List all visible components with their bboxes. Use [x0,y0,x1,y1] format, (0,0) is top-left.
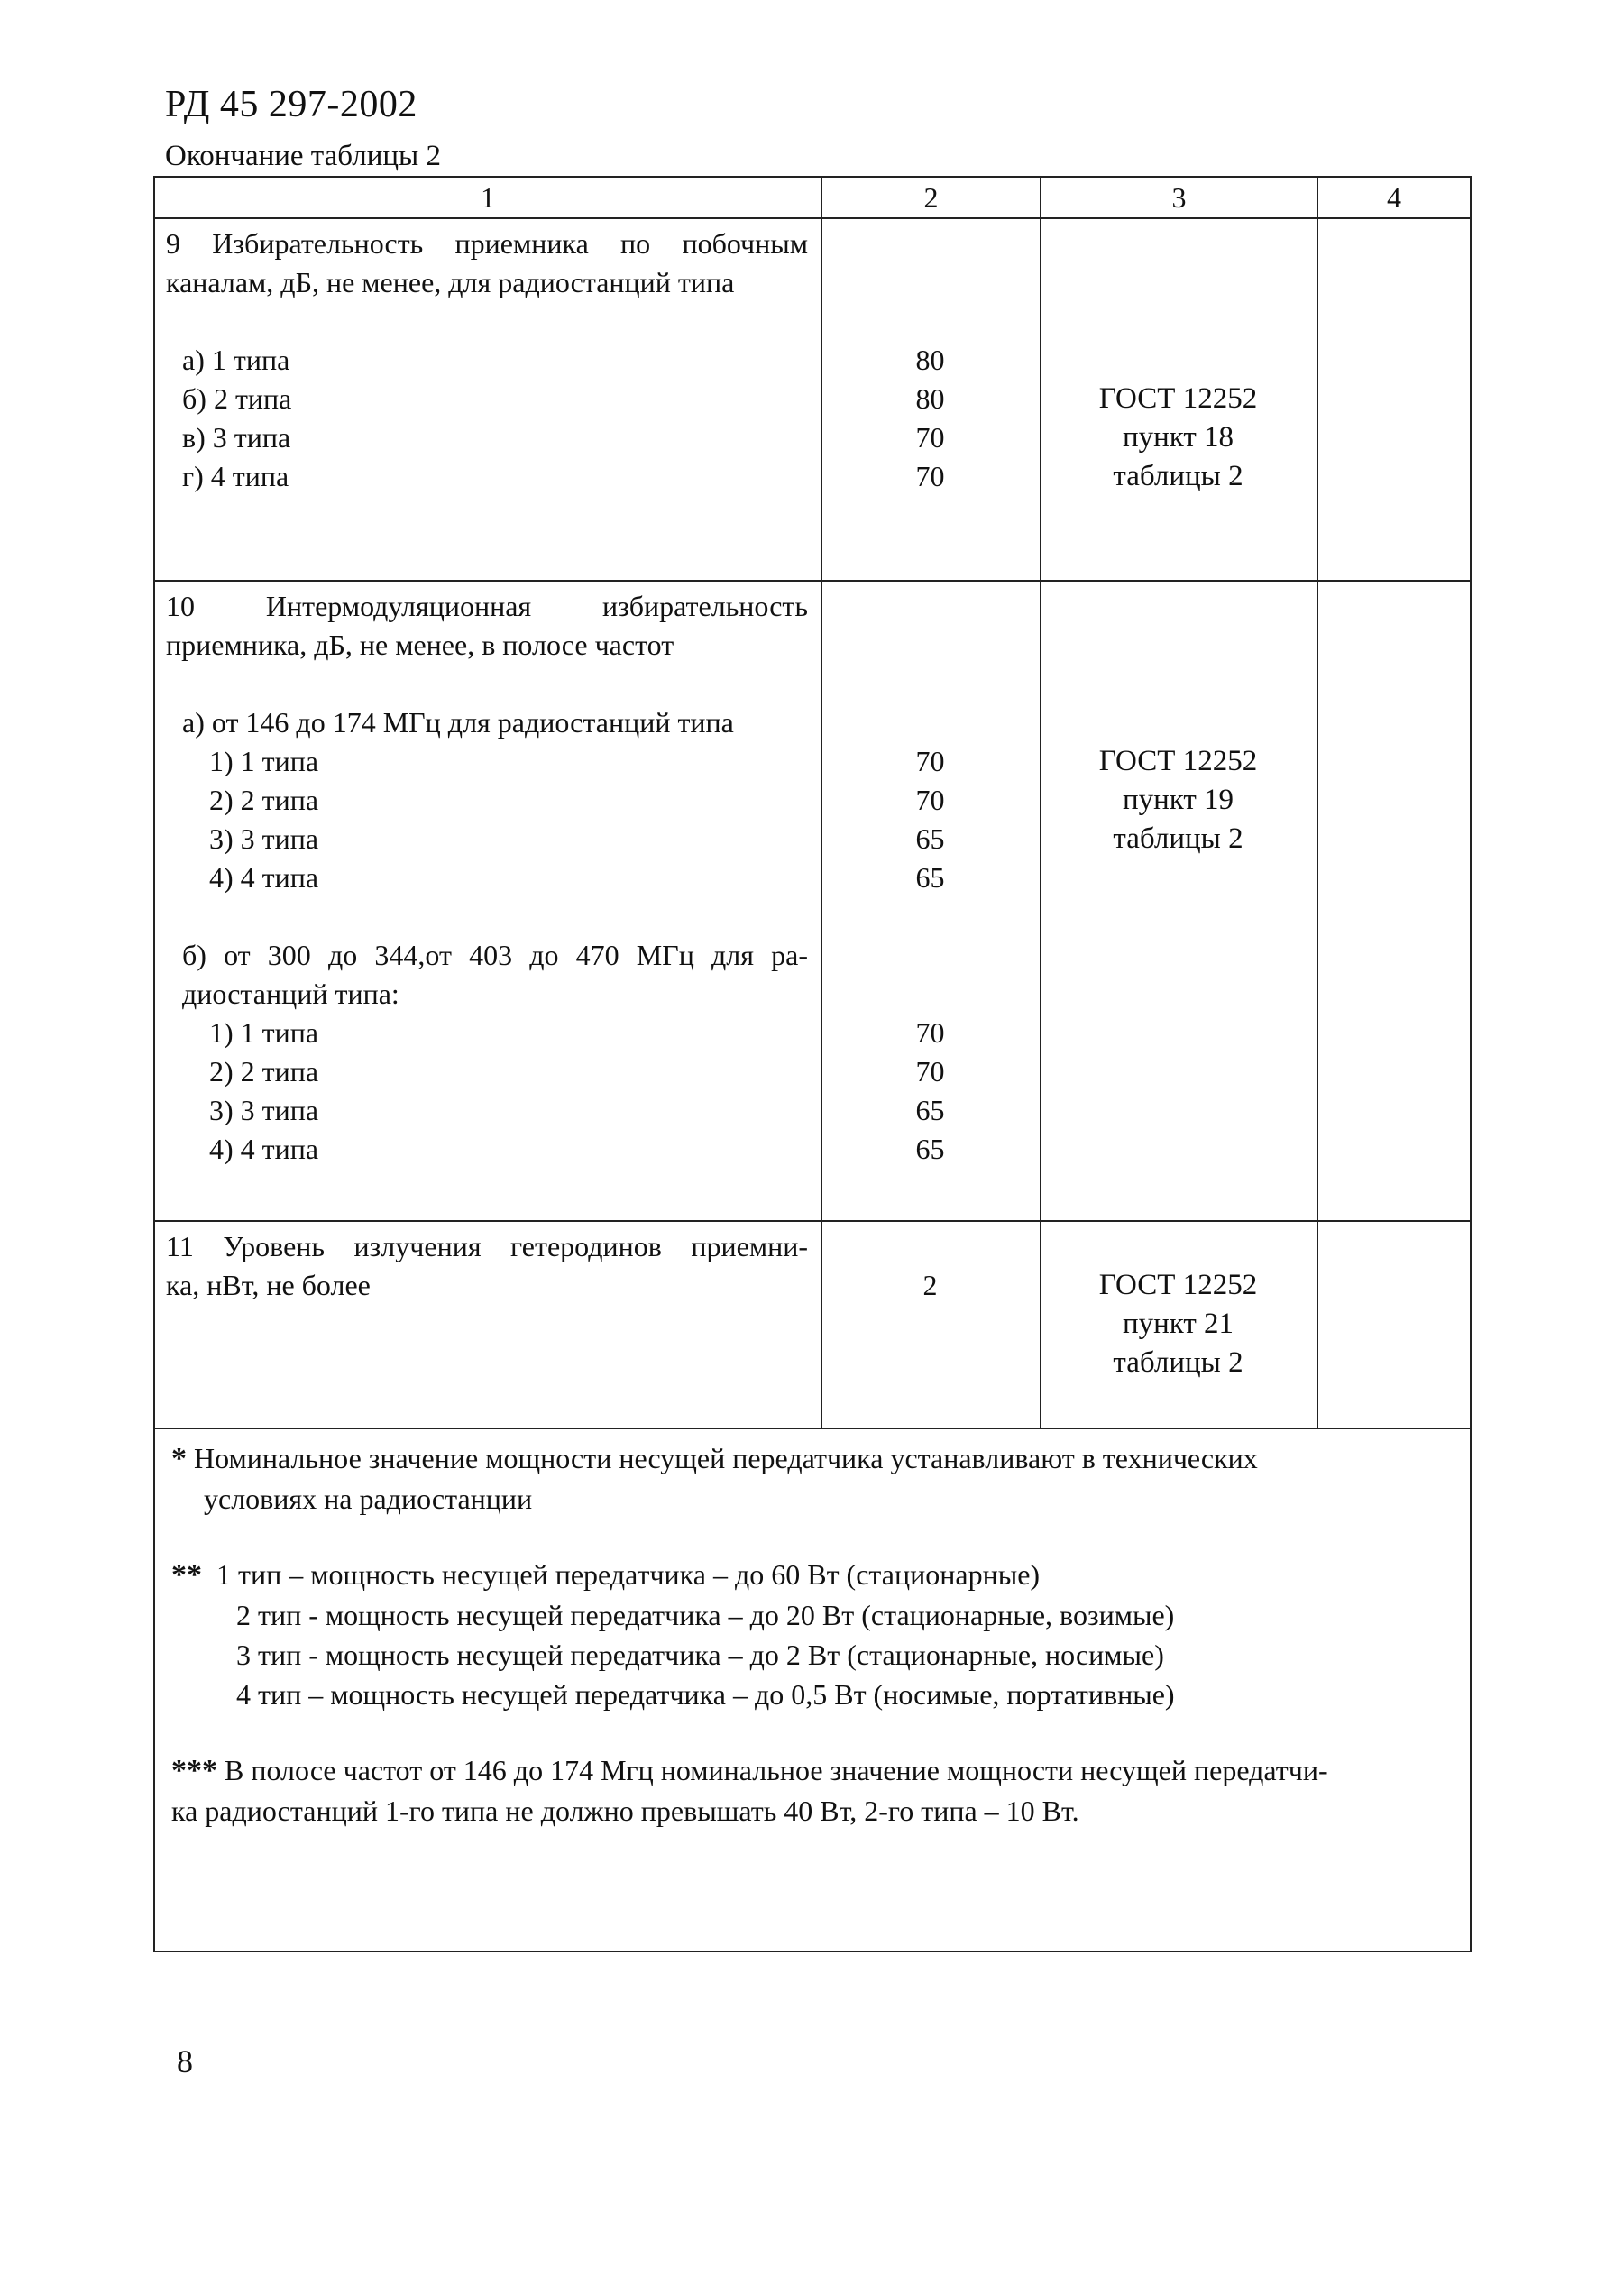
row11-ref-line: ГОСТ 12252 [1098,1269,1258,1301]
note-1-line1: Номинальное значение мощности несущей передатчика устанавливают в технических [194,1442,1258,1474]
note-3 [171,1750,1454,1831]
row11-ref-line: пункт 21 [1122,1308,1234,1340]
row9-col4 [1317,218,1471,581]
row9-item: б) 2 типа [182,382,292,415]
note-3-mark: *** [171,1754,217,1787]
row9-title-line2: каналам, дБ, не менее, для радиостанций типа [166,266,735,298]
table-row-10 [154,581,1471,1221]
row10-item-a: 3) 3 типа [209,822,319,855]
row10-value-b: 65 [915,1094,945,1126]
row10-item-b: 2) 2 типа [209,1055,319,1088]
row10-title-line2: приемника, дБ, не менее, в полосе частот [166,629,674,661]
row9-item: г) 4 типа [182,460,289,492]
row10-values [821,581,1041,1221]
row9-description [154,218,821,581]
row10-value-a: 70 [915,784,945,816]
row11-title-line2: ка, нВт, не более [166,1269,371,1301]
row10-item-b: 4) 4 типа [209,1133,319,1165]
row10-sub-b-line1: б) от 300 до 344,от 403 до 470 МГц для ра- [182,939,808,971]
row10-value-a: 65 [915,822,945,855]
notes-cell [154,1428,1471,1951]
col-header-3: 3 [1041,177,1317,218]
row10-item-b: 3) 3 типа [209,1094,319,1126]
notes-row [154,1428,1471,1951]
table-row-11 [154,1221,1471,1428]
row11-title-line1: 11 Уровень излучения гетеродинов приемни- [166,1230,808,1262]
note-2-mark: ** [171,1558,202,1592]
document-code: РД 45 297-2002 [165,84,417,125]
note-2-line: 3 тип - мощность несущей передатчика – до 2 Вт (стационарные, носимые) [236,1639,1164,1671]
row11-value: 2 [922,1269,938,1301]
row9-ref-line: пункт 18 [1122,421,1234,454]
row10-item-b: 1) 1 типа [209,1016,319,1049]
row9-item: а) 1 типа [182,344,290,376]
row9-reference [1041,218,1317,581]
note-3-line2: ка радиостанций 1-го типа не должно превышать 40 Вт, 2-го типа – 10 Вт. [171,1795,1079,1827]
row9-ref-line: таблицы 2 [1113,460,1243,492]
row11-description [154,1221,821,1428]
row10-item-a: 2) 2 типа [209,784,319,816]
row10-ref-line: таблицы 2 [1113,822,1243,855]
row10-value-a: 70 [915,745,945,777]
table-header-row [154,177,1471,218]
note-1-mark: * [171,1442,187,1475]
spec-table [153,176,1472,1952]
row10-ref-line: пункт 19 [1122,784,1234,816]
row10-sub-a: а) от 146 до 174 МГц для радиостанций типа [182,706,734,739]
row10-item-a: 1) 1 типа [209,745,319,777]
row10-reference [1041,581,1317,1221]
row10-ref-line: ГОСТ 12252 [1098,745,1258,777]
table-row-9 [154,218,1471,581]
row9-ref-line: ГОСТ 12252 [1098,382,1258,415]
note-2 [171,1555,1454,1714]
row9-item: в) 3 типа [182,421,291,454]
page-number: 8 [177,2043,193,2079]
row10-title-line1: 10 Интермодуляционная избирательность [166,590,808,622]
row9-value: 80 [915,344,945,376]
row10-value-b: 65 [915,1133,945,1165]
row11-col4 [1317,1221,1471,1428]
table-caption: Окончание таблицы 2 [165,140,441,172]
row11-values [821,1221,1041,1428]
note-1 [171,1438,1454,1519]
row10-value-b: 70 [915,1016,945,1049]
row9-value: 70 [915,421,945,454]
note-2-line: 2 тип - мощность несущей передатчика – до 20 Вт (стационарные, возимые) [236,1599,1175,1631]
row11-reference [1041,1221,1317,1428]
row10-item-a: 4) 4 типа [209,861,319,894]
col-header-4: 4 [1317,177,1471,218]
col-header-2: 2 [821,177,1041,218]
row9-value: 80 [915,382,945,415]
row10-description [154,581,821,1221]
row10-value-b: 70 [915,1055,945,1088]
row10-value-a: 65 [915,861,945,894]
note-1-line2: условиях на радиостанции [204,1483,533,1515]
note-2-line: 1 тип – мощность несущей передатчика – до 60 Вт (стационарные) [216,1558,1041,1591]
row10-col4 [1317,581,1471,1221]
row9-title-line1: 9 Избирательность приемника по побочным [166,227,808,260]
row10-sub-b-line2: диостанций типа: [182,978,399,1010]
row11-ref-line: таблицы 2 [1113,1346,1243,1379]
note-2-line: 4 тип – мощность несущей передатчика – до 0,5 Вт (носимые, портативные) [236,1678,1175,1711]
col-header-1: 1 [154,177,821,218]
row9-value: 70 [915,460,945,492]
note-3-line1: В полосе частот от 146 до 174 Мгц номинальное значение мощности несущей передатчи- [225,1754,1328,1786]
row9-values [821,218,1041,581]
